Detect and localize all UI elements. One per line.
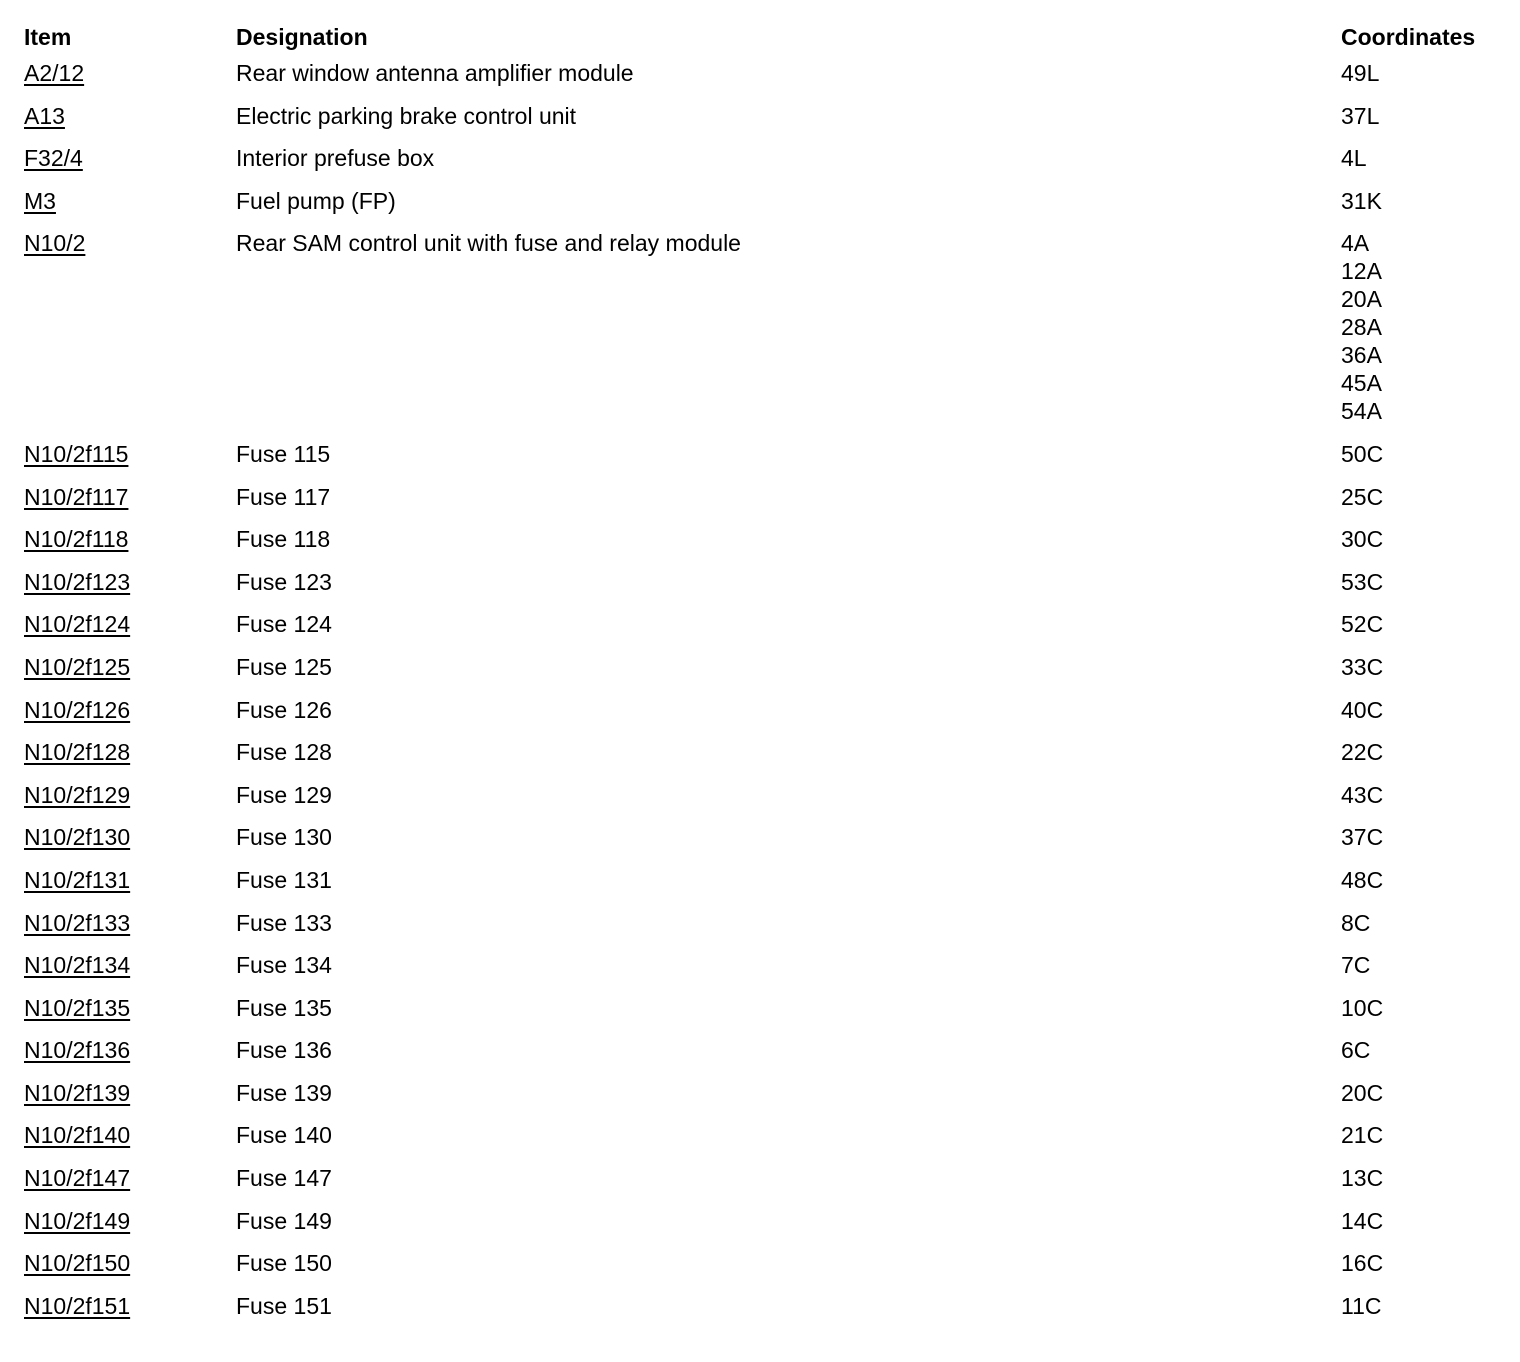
coordinates-cell	[1341, 994, 1501, 1037]
coordinates-cell	[1341, 144, 1501, 187]
table-row	[24, 1207, 1501, 1250]
coordinate-value: 53C	[1341, 568, 1384, 595]
designation-cell: Fuse 125	[236, 653, 332, 680]
item-cell	[24, 823, 236, 866]
item-link[interactable]: F32/4	[24, 145, 83, 172]
coordinates-cell	[1341, 738, 1501, 781]
item-cell	[24, 738, 236, 781]
item-cell	[24, 610, 236, 653]
table-row	[24, 610, 1501, 653]
item-cell	[24, 102, 236, 145]
coordinates-cell	[1341, 1036, 1501, 1079]
item-link[interactable]: N10/2f147	[24, 1165, 131, 1192]
table-row	[24, 951, 1501, 994]
table-row	[24, 1292, 1501, 1335]
item-link[interactable]: N10/2f118	[24, 526, 129, 553]
item-cell	[24, 525, 236, 568]
table-row	[24, 144, 1501, 187]
coordinates-cell	[1341, 1207, 1501, 1250]
item-link[interactable]: M3	[24, 187, 56, 214]
coordinate-value: 8C	[1341, 909, 1371, 936]
designation-cell: Fuse 118	[236, 526, 331, 553]
table-row	[24, 738, 1501, 781]
table-row	[24, 696, 1501, 739]
item-link[interactable]: N10/2f140	[24, 1122, 131, 1149]
item-link[interactable]: N10/2f115	[24, 440, 129, 467]
coordinates-cell	[1341, 781, 1501, 824]
coordinate-value: 4L	[1341, 145, 1367, 172]
item-link[interactable]: N10/2f128	[24, 739, 131, 766]
item-cell	[24, 1164, 236, 1207]
item-link[interactable]: A13	[24, 102, 65, 129]
item-link[interactable]: N10/2f150	[24, 1250, 131, 1277]
coordinate-value: 10C	[1341, 994, 1384, 1021]
coordinate-value: 45A	[1341, 370, 1382, 397]
table-row	[24, 1249, 1501, 1292]
coordinate-value: 4A	[1341, 230, 1370, 257]
item-cell	[24, 1079, 236, 1122]
item-cell	[24, 59, 236, 102]
table-row	[24, 1079, 1501, 1122]
table-row	[24, 229, 1501, 440]
table-row	[24, 102, 1501, 145]
coordinates-cell	[1341, 823, 1501, 866]
designation-cell: Fuse 140	[236, 1122, 332, 1149]
item-link[interactable]: N10/2f117	[24, 483, 129, 510]
table-row	[24, 187, 1501, 230]
coordinates-cell	[1341, 1079, 1501, 1122]
designation-cell: Fuse 128	[236, 739, 332, 766]
table-row	[24, 781, 1501, 824]
item-link[interactable]: N10/2f151	[24, 1292, 131, 1319]
coordinate-value: 52C	[1341, 611, 1384, 638]
designation-cell: Fuse 150	[236, 1250, 332, 1277]
coordinate-value: 37C	[1341, 824, 1384, 851]
coordinate-value: 14C	[1341, 1207, 1384, 1234]
coordinate-value: 43C	[1341, 781, 1384, 808]
coordinates-cell	[1341, 866, 1501, 909]
item-cell	[24, 1036, 236, 1079]
designation-cell: Fuse 136	[236, 1037, 332, 1064]
item-link[interactable]: N10/2f135	[24, 994, 131, 1021]
item-cell	[24, 781, 236, 824]
coordinates-cell	[1341, 610, 1501, 653]
coordinate-value: 20A	[1341, 286, 1382, 313]
coordinate-value: 30C	[1341, 526, 1384, 553]
coordinate-value: 22C	[1341, 739, 1384, 766]
item-link[interactable]: N10/2	[24, 230, 86, 257]
designation-cell: Fuse 130	[236, 824, 332, 851]
item-cell	[24, 994, 236, 1037]
coordinates-cell	[1341, 229, 1501, 440]
item-link[interactable]: N10/2f126	[24, 696, 131, 723]
item-link[interactable]: N10/2f131	[24, 866, 131, 893]
table-row	[24, 994, 1501, 1037]
table-row	[24, 440, 1501, 483]
coordinates-cell	[1341, 525, 1501, 568]
table-row	[24, 525, 1501, 568]
coordinates-cell	[1341, 440, 1501, 483]
item-cell	[24, 1292, 236, 1335]
table-header	[24, 20, 1501, 59]
header-row	[24, 20, 1501, 59]
table-row	[24, 568, 1501, 611]
coordinate-value: 21C	[1341, 1122, 1384, 1149]
coordinate-value: 7C	[1341, 952, 1371, 979]
component-legend-table	[24, 20, 1501, 1334]
coordinates-cell	[1341, 1121, 1501, 1164]
header-item: Item	[24, 24, 72, 50]
designation-cell: Fuse 129	[236, 781, 332, 808]
coordinate-value: 50C	[1341, 440, 1384, 467]
table-row	[24, 59, 1501, 102]
item-link[interactable]: N10/2f130	[24, 824, 131, 851]
item-link[interactable]: N10/2f136	[24, 1037, 131, 1064]
designation-cell: Fuse 151	[236, 1292, 332, 1319]
item-cell	[24, 696, 236, 739]
coordinates-cell	[1341, 1292, 1501, 1335]
item-cell	[24, 187, 236, 230]
designation-cell: Electric parking brake control unit	[236, 102, 577, 129]
item-link[interactable]: N10/2f129	[24, 781, 131, 808]
coordinate-value: 37L	[1341, 102, 1380, 129]
coordinate-value: 28A	[1341, 314, 1382, 341]
table-row	[24, 823, 1501, 866]
coordinate-value: 13C	[1341, 1165, 1384, 1192]
designation-cell: Fuse 124	[236, 611, 332, 638]
table-row	[24, 1036, 1501, 1079]
item-link[interactable]: N10/2f149	[24, 1207, 131, 1234]
designation-cell: Fuse 135	[236, 994, 332, 1021]
item-cell	[24, 568, 236, 611]
item-cell	[24, 951, 236, 994]
coordinates-cell	[1341, 568, 1501, 611]
item-cell	[24, 653, 236, 696]
coordinates-cell	[1341, 696, 1501, 739]
table-row	[24, 909, 1501, 952]
item-cell	[24, 1249, 236, 1292]
designation-cell: Fuse 117	[236, 483, 331, 510]
table-row	[24, 1164, 1501, 1207]
coordinates-cell	[1341, 909, 1501, 952]
table-body	[24, 59, 1501, 1334]
item-link[interactable]: N10/2f139	[24, 1079, 131, 1106]
coordinates-cell	[1341, 1249, 1501, 1292]
item-cell	[24, 483, 236, 526]
item-link[interactable]: N10/2f134	[24, 952, 131, 979]
designation-cell: Fuse 131	[236, 866, 332, 893]
coordinate-value: 54A	[1341, 398, 1382, 425]
table-row	[24, 483, 1501, 526]
item-cell	[24, 909, 236, 952]
coordinate-value: 6C	[1341, 1037, 1371, 1064]
coordinates-cell	[1341, 187, 1501, 230]
item-cell	[24, 866, 236, 909]
designation-cell: Fuse 133	[236, 909, 332, 936]
designation-cell: Fuse 134	[236, 952, 332, 979]
coordinates-cell	[1341, 483, 1501, 526]
designation-cell: Fuse 115	[236, 440, 331, 467]
coordinate-value: 25C	[1341, 483, 1384, 510]
item-link[interactable]: N10/2f123	[24, 568, 131, 595]
coordinates-cell	[1341, 653, 1501, 696]
designation-cell: Rear SAM control unit with fuse and relay module	[236, 230, 741, 257]
coordinates-cell	[1341, 59, 1501, 102]
coordinate-value: 20C	[1341, 1079, 1384, 1106]
table-row	[24, 866, 1501, 909]
item-cell	[24, 440, 236, 483]
coordinate-value: 36A	[1341, 342, 1382, 369]
coordinate-value: 40C	[1341, 696, 1384, 723]
designation-cell: Rear window antenna amplifier module	[236, 60, 634, 86]
table-row	[24, 1121, 1501, 1164]
designation-cell: Fuse 149	[236, 1207, 332, 1234]
table-row	[24, 653, 1501, 696]
designation-cell: Fuse 147	[236, 1165, 332, 1192]
coordinate-value: 48C	[1341, 866, 1384, 893]
item-cell	[24, 1207, 236, 1250]
coordinate-value: 11C	[1341, 1292, 1382, 1319]
item-link[interactable]: N10/2f125	[24, 653, 131, 680]
coordinate-value: 31K	[1341, 187, 1382, 214]
item-link[interactable]: N10/2f124	[24, 611, 131, 638]
coordinates-cell	[1341, 102, 1501, 145]
item-cell	[24, 1121, 236, 1164]
coordinate-value: 12A	[1341, 258, 1382, 285]
coordinates-cell	[1341, 951, 1501, 994]
header-coordinates: Coordinates	[1341, 24, 1476, 50]
header-designation: Designation	[236, 24, 368, 50]
item-cell	[24, 144, 236, 187]
designation-cell: Interior prefuse box	[236, 145, 435, 172]
coordinate-value: 49L	[1341, 60, 1380, 86]
designation-cell: Fuel pump (FP)	[236, 187, 396, 214]
item-link[interactable]: A2/12	[24, 60, 85, 86]
coordinates-cell	[1341, 1164, 1501, 1207]
coordinate-value: 33C	[1341, 653, 1384, 680]
item-link[interactable]: N10/2f133	[24, 909, 131, 936]
coordinate-value: 16C	[1341, 1250, 1384, 1277]
item-cell	[24, 229, 236, 440]
designation-cell: Fuse 139	[236, 1079, 332, 1106]
designation-cell: Fuse 123	[236, 568, 332, 595]
designation-cell: Fuse 126	[236, 696, 332, 723]
